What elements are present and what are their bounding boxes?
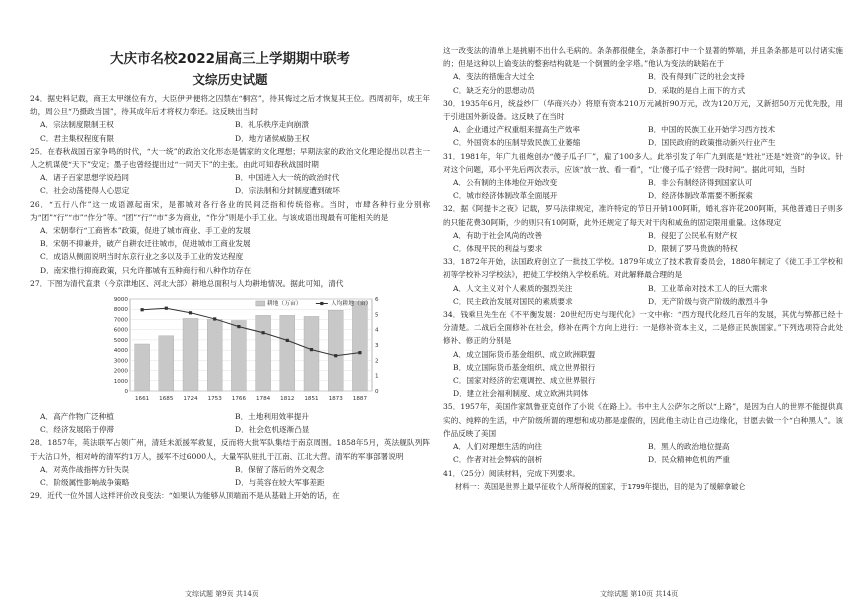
option-c: C．成语从侧面说明当时东京行业之多以及手工业的发达程度 [40, 252, 244, 262]
y-left-tick-label: 3000 [113, 358, 128, 365]
options [443, 440, 843, 466]
y-right-tick-label: 0 [375, 389, 379, 396]
bar [207, 319, 222, 391]
bar [159, 336, 174, 391]
option-c: C．君主集权程度有限 [40, 133, 115, 143]
question-stem: 29．近代一位外国人这样评价改良变法：“如果认为能够从顶端而不是从基础上开始的话，在 [30, 491, 340, 501]
y-right-tick-label: 4 [375, 327, 379, 334]
option-a: A．人文主义对个人素质的强烈关注 [453, 283, 573, 293]
option-c: C．民主政治发展对国民的素质要求 [453, 296, 573, 306]
option-a: A．变法的措施含大过全 [453, 72, 535, 82]
question-stem: 25．在春秋战国百家争鸣的时代，“大一统”的政治文化形态是儒家的文化理想；早期法家的政治文化理论提出以君主一人之机谋使“天下”安定；墨子也曾经提出过“一同天下”的主张。由此可知春秋战国时期 [30, 146, 430, 170]
bar [183, 318, 198, 391]
option-b: B．土地利用效率提升 [235, 412, 309, 422]
question-27 [30, 277, 430, 437]
line-point [358, 351, 361, 354]
x-tick-label: 1724 [183, 396, 198, 403]
question-stem: 28．1857年，英法联军占领广州，清廷未派援军救复，反而将大批军队集结于南京周围。1858年5月，英法舰队列阵于大沽口外，相对峙的清军约1万人，援军不过6000人，大量军队驻扎于江南、江北大营。清军的军事部署说明 [30, 438, 430, 461]
option-d: D．南宋推行抑商政策，只允许都城有五种商行和八种作坊存在 [40, 265, 252, 275]
option-b: B．侵犯了公民私有财产权 [648, 230, 738, 240]
option-b: B．非公有制经济得到国家认可 [648, 178, 753, 188]
question-30 [443, 97, 843, 150]
y-left-tick-label: 7000 [113, 317, 128, 324]
line-point [189, 311, 192, 314]
question-34 [443, 308, 843, 400]
options [30, 224, 430, 277]
question-stem: 26．“五行八作”这一成语源起南宋，是都城对各行各业的民间泛指和传统俗称。当时，市肆各种行业分别称为“团”“行”“市”“作分”等。“团”“行”“市”多为商业，“作分”则是小手工业。与该成语出现最有可能相关的是 [30, 199, 430, 222]
option-b: B．保留了落后的外交观念 [235, 464, 325, 474]
option-c: C．社会动荡使得人心思定 [40, 186, 130, 196]
option-b: B．黑人的政治地位提高 [648, 442, 730, 452]
bar [304, 316, 319, 391]
options [30, 118, 430, 144]
bar [328, 310, 343, 391]
page-footer-left: 文综试题 第9页 共14页 [185, 590, 259, 598]
option-c: C．经济发展陷于停滞 [40, 425, 115, 435]
legend-bar-label: 耕地（万亩） [266, 301, 302, 308]
options [30, 410, 430, 436]
option-b: B．中国进入大一统的政治时代 [235, 173, 340, 183]
right-page [443, 44, 843, 493]
options [443, 123, 843, 149]
y-left-tick-label: 4000 [113, 348, 128, 355]
series-line [142, 308, 360, 356]
option-a: A．宋朝奉行“工商皆本”政策，促进了城市商业、手工业的发展 [40, 226, 251, 236]
option-b: B．没有得到广泛的社会支持 [648, 72, 745, 82]
question-stem: 35．1957年，美国作家凯鲁亚克创作了小说《在路上》。书中主人公萨尔之所以“上路”，是因为白人的世界不能提供真实的、纯粹的生活，中产阶级所谓的理想和成功都是虚假的，因此他主动让自己边缘化，甘愿去做一个“白种黑人”。该作品反映了美国 [443, 402, 843, 438]
question-stem: 这一改变法的清单上是挑剔不出什么毛病的。条条都很健全，条条都打中一个显著的弊端，并且条条都是可以付诸实施的；但是这种以上谕变法的整套结构就是一个倒置的金字塔。”他认为变法的缺陷在于 [443, 46, 843, 69]
x-tick-label: 1784 [255, 396, 271, 403]
options [30, 171, 430, 197]
question-stem: 31．1981年，年广九祖炮创办“傻子瓜子厂”，雇了100多人。此举引发了年广九到底是“姓社”还是“姓资”的争议。针对这个问题，邓小平先后两次表示，应该“放一放、看一看”，“让‘傻子瓜子’经营一段时间”。据此可知，当时 [443, 151, 843, 174]
material-text: 材料一：英国是世界上最早征收个人所得税的国家，于1799年提出，目的是为了缓解拿破仑 [455, 481, 746, 491]
bar [280, 315, 295, 391]
y-left-tick-label: 9000 [113, 297, 128, 304]
option-d: D．与英容在较大军事差距 [235, 478, 325, 488]
y-left-tick-label: 2000 [113, 368, 128, 375]
line-point [262, 331, 265, 334]
option-c: C．国家对经济的宏观调控、成立世界银行 [453, 376, 596, 386]
question-stem: 27．下图为清代直隶（今京津地区、河北大部）耕地总面积与人均耕地情况。据此可知，清代 [30, 278, 344, 288]
options [443, 176, 843, 202]
option-d: D．地方诸侯威胁王权 [235, 133, 310, 143]
x-tick-label: 1753 [207, 396, 222, 403]
question-stem: 24．据史料记载，商王太甲继位有方，大臣伊尹便将之囚禁在“桐宫”，待其悔过之后才恢复其王位。西周初年，成王年幼，周公旦“乃摄政当国”，待其成年后才将权力奉还。这反映出当时 [30, 94, 430, 117]
question-35 [443, 400, 843, 466]
question-25 [30, 145, 430, 198]
bar [352, 301, 367, 391]
option-a: A．宗法制度限制王权 [40, 120, 114, 130]
option-b: B．礼乐秩序走向崩溃 [235, 120, 309, 130]
options [443, 282, 843, 308]
x-tick-label: 1873 [328, 396, 343, 403]
option-b: B．中国的民族工业开始学习西方技术 [648, 125, 776, 135]
option-a: A．有助于社会风尚的改善 [453, 230, 543, 240]
x-tick-label: 1887 [352, 396, 368, 403]
x-tick-label: 1661 [134, 396, 150, 403]
question-stem: 30．1935年6月，统益纱厂（华商兴办）将原有资本210万元减折90万元，改为120万元，又新招50万元优先股，用于引进国外新设备。这反映了在当时 [443, 98, 843, 122]
farmland-chart [100, 293, 390, 407]
line-point [310, 348, 313, 351]
bar [231, 321, 246, 392]
legend-line-label: 人均耕地（亩） [330, 301, 372, 308]
y-left-tick-label: 0 [124, 389, 128, 396]
option-d: D．采取的是自上而下的方式 [648, 85, 746, 95]
exam-subtitle: 文综历史试题 [192, 72, 268, 87]
x-tick-label: 1766 [231, 396, 247, 403]
option-a: A．高产作物广泛种植 [40, 412, 114, 422]
y-left-tick-label: 1000 [113, 378, 128, 385]
question-stem: 41．（25分）阅读材料，完成下列要求。 [443, 468, 581, 478]
y-left-tick-label: 5000 [113, 337, 128, 344]
page-footer-right: 文综试题 第10页 共14页 [600, 590, 679, 598]
y-right-tick-label: 5 [375, 312, 379, 319]
option-c: C．作者对社会弊病的剖析 [453, 455, 543, 465]
option-d: D．社会危机逐渐凸显 [235, 425, 310, 435]
option-d: D．经济体制改革需要不断探索 [648, 191, 753, 201]
legend-bar-swatch [256, 301, 265, 306]
question-stem: 33．1872年开始，法国政府创立了一批技工学校。1879年成立了技术教育委员会，1880年制定了《徒工手工学校和初等学校补习学校法》，把徒工学校纳入学校系统。对此解释最合理的是 [443, 257, 843, 280]
line-point [165, 307, 168, 310]
options [443, 348, 843, 401]
options [443, 229, 843, 255]
question-stem: 32．据《阿提卡之夜》记载，罗马法律规定，准许特定的节日开销100阿斯，婚礼容许花200阿斯，其他普通日子则多的只能花费30阿斯，少的则只有10阿斯，此外还规定了每天对干肉和咸鱼的固定限用重量。这体现定 [443, 204, 843, 227]
question-32 [443, 202, 843, 255]
y-left-tick-label: 8000 [113, 307, 128, 314]
line-point [334, 354, 337, 357]
x-tick-label: 1685 [159, 396, 174, 403]
option-a: A．人们对理想生活的向往 [453, 442, 543, 452]
question-24 [30, 92, 430, 145]
y-right-tick-label: 1 [375, 373, 379, 380]
option-b: B．工业革命对技术工人的巨大需求 [648, 283, 768, 293]
option-c: C．缺乏充分的思想动员 [453, 85, 535, 95]
line-point [286, 339, 289, 342]
option-d: D．无产阶级与资产阶级的激烈斗争 [648, 296, 768, 306]
question-28 [30, 436, 430, 489]
option-c: C．阶级属性影响战争策略 [40, 478, 130, 488]
question-33 [443, 255, 843, 308]
y-left-tick-label: 6000 [113, 327, 128, 334]
question-41 [443, 467, 843, 493]
option-a: A．诸子百家思想学说趋同 [40, 173, 130, 183]
question-29 [30, 489, 430, 502]
left-page [30, 0, 430, 502]
question-stem: 34．钱乘旦先生在《不平衡发展：20世纪历史与现代化》一文中称：“西方现代化经几百年的发展，其优与弊都已经十分清楚。二战后全面修补在社会，修补在两个方向上进行：一是修补资本主义，二是修正民族国家。”下列选项符合此处修补、修正的分别是 [443, 310, 843, 346]
line-point [141, 308, 144, 311]
bar [256, 315, 271, 391]
y-right-tick-label: 3 [375, 343, 379, 350]
chart-svg [100, 293, 390, 407]
option-d: D．民众精神危机的严重 [648, 455, 731, 465]
bar [135, 344, 150, 391]
option-d: D．宗法制和分封制度遭到破坏 [235, 186, 340, 196]
option-a: A．对英作战指挥方针失误 [40, 464, 130, 474]
option-a: A．成立国际货币基金组织、成立欧洲联盟 [453, 349, 596, 359]
question-26 [30, 198, 430, 277]
options [443, 70, 843, 96]
option-d: D．建立社会福利制度、成立欧洲共同体 [453, 389, 589, 399]
option-b: B．成立国际货币基金组织、成立世界银行 [453, 362, 596, 372]
option-a: A．企业通过产权重组来提高生产效率 [453, 125, 580, 135]
question-29-continued [443, 44, 843, 97]
question-31 [443, 150, 843, 203]
option-d: D．国民政府的政策推动新兴行业产生 [648, 138, 776, 148]
legend-line-marker [320, 302, 323, 305]
line-point [237, 325, 240, 328]
option-c: C．城市经济体制改革全面展开 [453, 191, 558, 201]
option-c: C．外国资本的压制导致民族工业萎缩 [453, 138, 581, 148]
options [30, 463, 430, 489]
x-tick-label: 1812 [280, 396, 295, 403]
x-tick-label: 1851 [304, 396, 319, 403]
option-a: A．公有制的主体地位开始改变 [453, 178, 558, 188]
line-point [213, 317, 216, 320]
option-b: B．宋朝不抑兼并，破产自耕农迁往城市，促进城市工商业发展 [40, 239, 251, 249]
option-d: D．限制了罗马贵族的特权 [648, 244, 738, 254]
exam-title: 大庆市名校2022届高三上学期期中联考 [109, 51, 351, 67]
option-c: C．体现平民的利益与要求 [453, 244, 543, 254]
y-right-tick-label: 2 [375, 358, 379, 365]
y-right-tick-label: 6 [375, 297, 379, 304]
